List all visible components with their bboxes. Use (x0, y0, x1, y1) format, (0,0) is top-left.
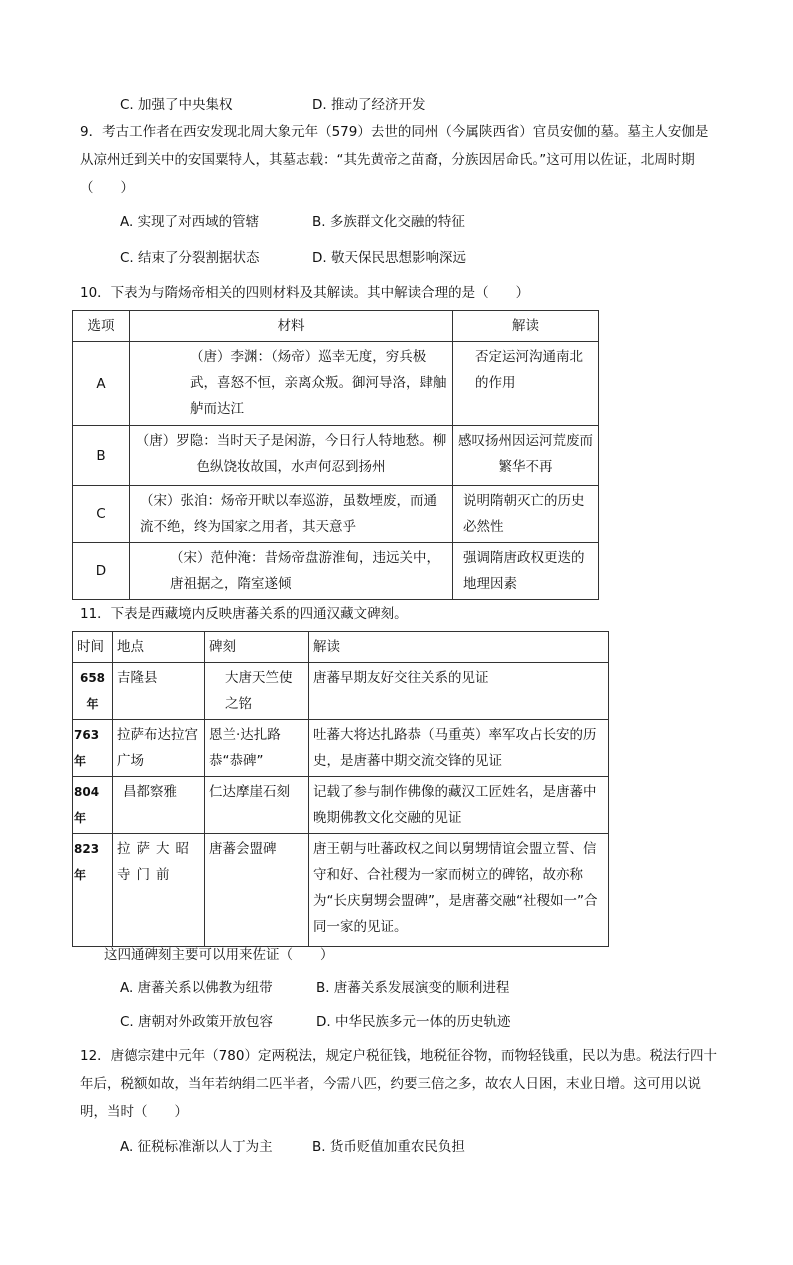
q10-row-reading: 强调隋唐政权更迭的地理因素 (453, 543, 599, 600)
q11-row-place: 吉隆县 (113, 663, 205, 720)
table-row (73, 720, 609, 777)
table-row (73, 777, 609, 834)
q11-row-reading: 吐蕃大将达扎路恭（马重英）率军攻占长安的历史，是唐蕃中期交流交锋的见证 (309, 720, 609, 777)
q9-stem: 9．考古工作者在西安发现北周大象元年（579）去世的同州（今属陕西省）官员安伽的墓。墓主人安伽是从凉州迁到关中的安国粟特人，其墓志载：“其先黄帝之苗裔，分族因居命氏。”这可用以佐证，北周时期（ ） (80, 124, 709, 196)
table-row (73, 426, 599, 486)
table-row (73, 486, 599, 543)
q11-question: 这四通碑刻主要可以用来佐证（ ） (104, 947, 334, 963)
q10-header-reading: 解读 (453, 311, 599, 342)
q12-option-b: B. 货币贬值加重农民负担 (312, 1139, 465, 1155)
q11-table (72, 631, 609, 947)
q10-row-key: A (73, 342, 130, 426)
q10-row-material: （宋）张洎：炀帝开畎以奉巡游，虽数堙废，而通流不绝，终为国家之用者，其天意乎 (130, 486, 453, 543)
q11-option-a: A. 唐蕃关系以佛教为纽带 (120, 980, 273, 996)
q11-header-stele: 碑刻 (205, 632, 309, 663)
q11-header-time: 时间 (73, 632, 113, 663)
q11-header-reading: 解读 (309, 632, 609, 663)
q11-header-place: 地点 (113, 632, 205, 663)
q10-row-reading: 感叹扬州因运河荒废而繁华不再 (453, 426, 599, 486)
q11-row-time: 804年 (73, 777, 113, 834)
q12-stem: 12．唐德宗建中元年（780）定两税法，规定户税征钱，地税征谷物，而物轻钱重，民以为患。税法行四十年后，税额如故，当年若纳绢二匹半者，今需八匹，约要三倍之多，故农人日困，末业日增。这可用以说明，当时（ ） (80, 1048, 717, 1120)
q11-row-time: 823年 (73, 834, 113, 947)
table-row (73, 543, 599, 600)
q8-option-c: C. 加强了中央集权 (120, 97, 233, 113)
q11-row-place: 昌都察雅 (113, 777, 205, 834)
q9-option-c: C. 结束了分裂割据状态 (120, 250, 260, 266)
q11-row-place: 拉萨大昭寺门前 (113, 834, 205, 947)
q10-row-reading: 说明隋朝灭亡的历史必然性 (453, 486, 599, 543)
q10-row-key: C (73, 486, 130, 543)
q11-row-reading: 记载了参与制作佛像的藏汉工匠姓名，是唐蕃中晚期佛教文化交融的见证 (309, 777, 609, 834)
q11-row-place: 拉萨布达拉宫广场 (113, 720, 205, 777)
q9-option-b: B. 多族群文化交融的特征 (312, 214, 465, 230)
q11-option-b: B. 唐蕃关系发展演变的顺利进程 (316, 980, 510, 996)
q10-row-reading: 否定运河沟通南北的作用 (453, 342, 599, 426)
q9-option-d: D. 敬天保民思想影响深远 (312, 250, 466, 266)
table-row (73, 834, 609, 947)
q10-row-material: （唐）李渊：（炀帝）巡幸无度，穷兵极武，喜怒不恒，亲离众叛。御河导洛，肆舳舻而达江 (130, 342, 453, 426)
q11-row-stele: 恩兰·达扎路恭“恭碑” (205, 720, 309, 777)
q11-row-time: 658年 (73, 663, 113, 720)
q11-option-d: D. 中华民族多元一体的历史轨迹 (316, 1014, 511, 1030)
q10-header-material: 材料 (130, 311, 453, 342)
q11-row-stele: 唐蕃会盟碑 (205, 834, 309, 947)
q11-row-reading: 唐王朝与吐蕃政权之间以舅甥情谊会盟立誓、信守和好、合社稷为一家而树立的碑铭，故亦称为“长庆舅甥会盟碑”，是唐蕃交融“社稷如一”合同一家的见证。 (309, 834, 609, 947)
table-row (73, 663, 609, 720)
q10-row-key: D (73, 543, 130, 600)
q12-option-a: A. 征税标准渐以人丁为主 (120, 1139, 273, 1155)
q8-option-d: D. 推动了经济开发 (312, 97, 426, 113)
q11-row-reading: 唐蕃早期友好交往关系的见证 (309, 663, 609, 720)
q11-stem: 11．下表是西藏境内反映唐蕃关系的四通汉藏文碑刻。 (80, 606, 408, 622)
table-row (73, 342, 599, 426)
q10-row-key: B (73, 426, 130, 486)
q10-row-material: （唐）罗隐：当时天子是闲游，今日行人特地愁。柳色纵饶妆故国，水声何忍到扬州 (130, 426, 453, 486)
q11-row-stele: 仁达摩崖石刻 (205, 777, 309, 834)
q11-option-c: C. 唐朝对外政策开放包容 (120, 1014, 274, 1030)
q9-option-a: A. 实现了对西域的管辖 (120, 214, 260, 230)
q11-row-time: 763年 (73, 720, 113, 777)
q10-table (72, 310, 599, 600)
q11-row-stele: 大唐天竺使之铭 (205, 663, 309, 720)
q10-header-option: 选项 (73, 311, 130, 342)
q10-stem: 10．下表为与隋炀帝相关的四则材料及其解读。其中解读合理的是（ ） (80, 285, 530, 301)
q10-row-material: （宋）范仲淹：昔炀帝盘游淮甸，违远关中，唐祖据之，隋室遂倾 (130, 543, 453, 600)
